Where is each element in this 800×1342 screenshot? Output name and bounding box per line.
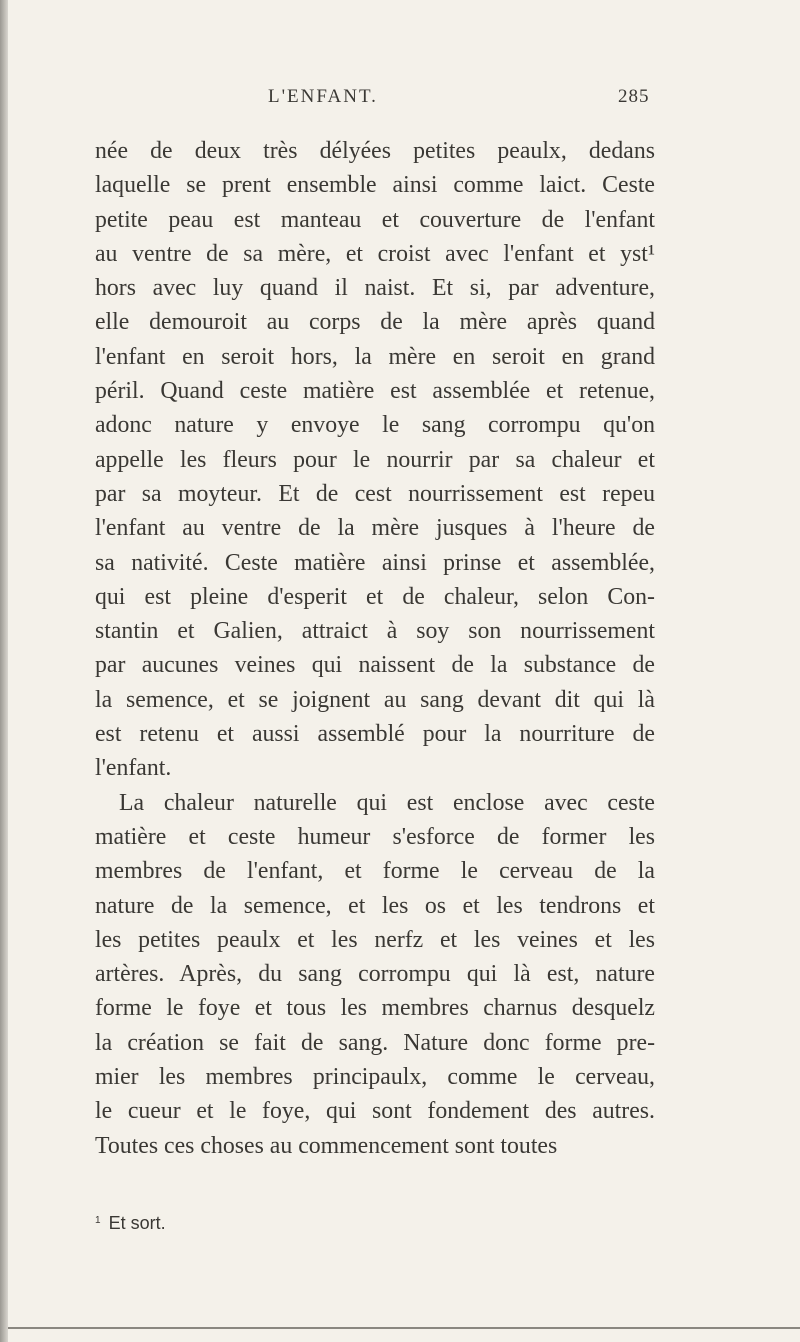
text-line: l'enfant au ventre de la mère jusques à l'heure de [95,515,655,542]
text-line: membres de l'enfant, et forme le cerveau de la [95,858,655,885]
text-line: sa nativité. Ceste matière ainsi prinse et assemblée, [95,549,655,576]
footnote-marker: 1 [95,1215,101,1226]
text-line: matière et ceste humeur s'esforce de former les [95,823,655,850]
page-number: 285 [618,86,650,107]
page-header [0,86,800,116]
text-line: péril. Quand ceste matière est assemblée et retenue, [95,378,655,405]
text-line: au ventre de sa mère, et croist avec l'enfant et yst¹ [95,240,655,267]
text-line: nature de la semence, et les os et les tendrons et [95,892,655,919]
page-bottom-edge [8,1327,800,1329]
text-line: les petites peaulx et les nerfz et les veines et les [95,926,655,953]
text-line: née de deux très délyées petites peaulx, dedans [95,138,655,164]
text-line: elle demouroit au corps de la mère après quand [95,309,655,336]
text-line: laquelle se prent ensemble ainsi comme laict. Ceste [95,172,655,199]
text-line: petite peau est manteau et couverture de l'enfant [95,206,655,233]
text-line: adonc nature y envoye le sang corrompu qu'on [95,412,655,439]
text-line: La chaleur naturelle qui est enclose avec ceste [119,789,655,816]
paragraph [95,786,655,1163]
text-line: stantin et Galien, attraict à soy son nourrissement [95,618,655,645]
text-line: par sa moyteur. Et de cest nourrissement est repeu [95,480,655,507]
text-line: qui est pleine d'esperit et de chaleur, selon Con- [95,583,655,610]
book-spine-edge [0,0,8,1342]
text-line: appelle les fleurs pour le nourrir par sa chaleur et [95,446,655,473]
footnote-text: Et sort. [108,1213,166,1233]
text-line: hors avec luy quand il naist. Et si, par adventure, [95,275,655,302]
running-title: L'ENFANT. [268,86,378,107]
text-line: la création se fait de sang. Nature donc forme pre- [95,1029,655,1056]
text-line: mier les membres principaulx, comme le cerveau, [95,1064,655,1091]
text-line: forme le foye et tous les membres charnus desquelz [95,995,655,1022]
text-line: est retenu et aussi assemblé pour la nourriture de [95,721,655,748]
text-line: l'enfant en seroit hors, la mère en seroit en grand [95,343,655,370]
text-line: Toutes ces choses au commencement sont toutes [95,1132,558,1159]
text-line: la semence, et se joignent au sang devant dit qui là [95,686,655,713]
text-line: artères. Après, du sang corrompu qui là est, nature [95,961,655,988]
footnote [95,1213,166,1234]
paragraph [95,134,655,786]
text-line: l'enfant. [95,755,172,782]
text-line: par aucunes veines qui naissent de la substance de [95,652,655,679]
text-line: le cueur et le foye, qui sont fondement des autres. [95,1098,655,1125]
body-text [95,134,655,1163]
